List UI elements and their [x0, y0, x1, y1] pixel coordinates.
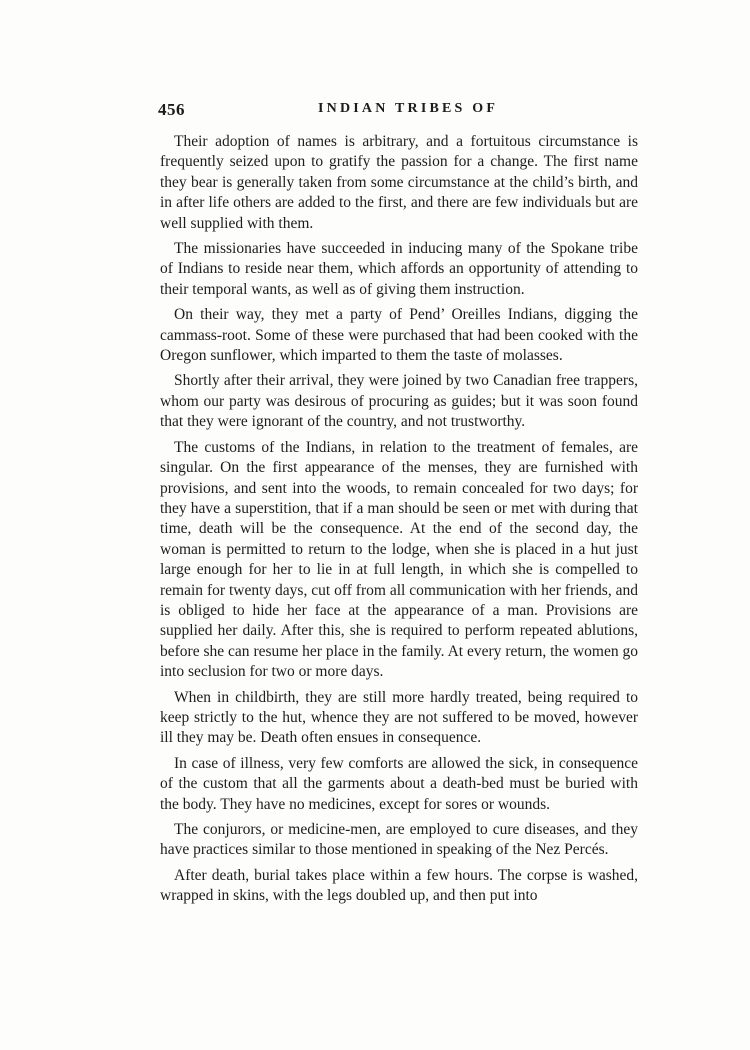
paragraph: The conjurors, or medicine-men, are employed to cure diseases, and they have practices similar to those mentioned in speaking of the Nez Percés. — [160, 821, 638, 859]
paragraph: In case of illness, very few comforts are allowed the sick, in consequence of the custom that all the garments about a death-bed must be buried with the body. They have no medicines, except for sores or wounds. — [160, 754, 638, 813]
paragraph: Their adoption of names is arbitrary, and a fortuitous circumstance is frequently seized upon to gratify the passion for a change. The first name they bear is generally taken from some circumstance at the child’s birth, and in after life others are added to the first, and there are few individuals but are well supplied with them. — [160, 133, 638, 232]
paragraph: The customs of the Indians, in relation to the treatment of females, are singular. On the first appearance of the menses, they are furnished with provisions, and sent into the woods, to remain concealed for two days; for they have a superstition, that if a man should be seen or met with during that time, death will be the consequence. At the end of the second day, the woman is permitted to return to the lodge, when she is placed in a hut just large enough for her to lie in at full length, in which she is compelled to remain for twenty days, cut off from all communication with her friends, and is obliged to hide her face at the appearance of a man. Provisions are supplied her daily. After this, she is required to perform repeated ablutions, before she can resume her place in the family. At every return, the women go into seclusion for two or more days. — [160, 438, 638, 681]
running-head: INDIAN TRIBES OF — [318, 101, 499, 116]
paragraph: After death, burial takes place within a few hours. The corpse is washed, wrapped in skins, with the legs doubled up, and then put into — [160, 866, 638, 905]
paragraph: Shortly after their arrival, they were joined by two Canadian free trappers, whom our party was desirous of procuring as guides; but it was soon found that they were ignorant of the country, and not trustworthy. — [160, 372, 638, 431]
paragraph: The missionaries have succeeded in inducing many of the Spokane tribe of Indians to reside near them, which affords an opportunity of attending to their temporal wants, as well as of giving them instruction. — [160, 240, 638, 298]
body-text — [160, 132, 638, 912]
paragraph: On their way, they met a party of Pend’ Oreilles Indians, digging the cammass-root. Some of these were purchased that had been cooked with the Oregon sunflower, which imparted to them the taste of molasses. — [160, 306, 638, 365]
paragraph: When in childbirth, they are still more hardly treated, being required to keep strictly to the hut, whence they are not suffered to be moved, however ill they may be. Death often ensues in consequence. — [160, 688, 638, 747]
page-header — [158, 100, 638, 124]
page-number: 456 — [158, 100, 185, 119]
